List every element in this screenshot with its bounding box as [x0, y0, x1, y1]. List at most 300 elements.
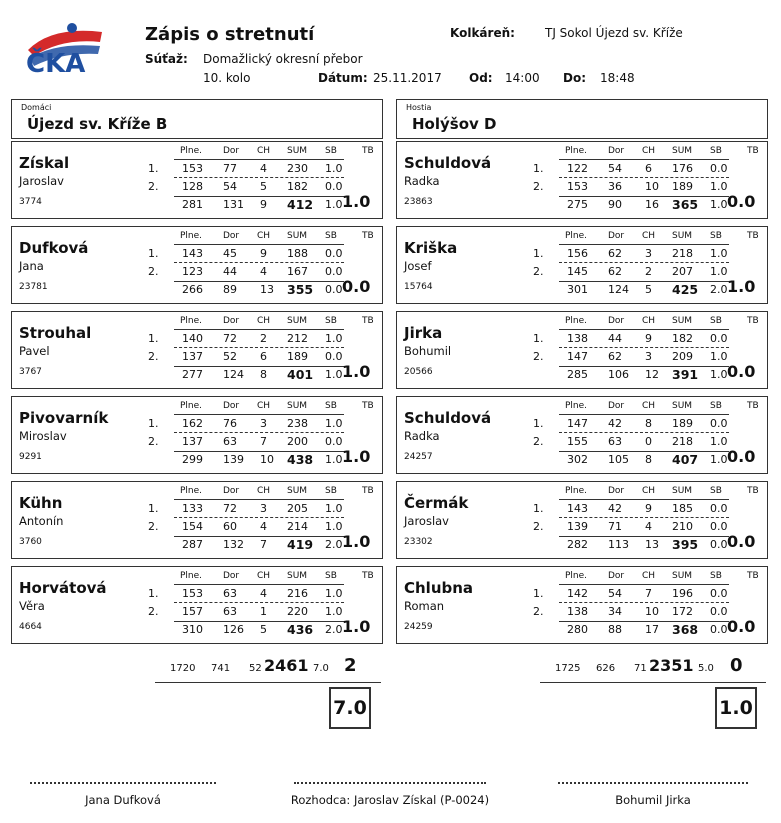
round1-cell: 138 — [567, 332, 588, 345]
round-label: 1. — [533, 502, 544, 515]
round1-cell: 9 — [645, 502, 652, 515]
round-divider — [174, 432, 344, 433]
col-header: Plne. — [180, 316, 203, 326]
total-cell: 131 — [223, 198, 244, 211]
total-line — [174, 196, 344, 197]
total-cell: 266 — [182, 283, 203, 296]
total-cell: 1.0 — [710, 198, 728, 211]
col-header: Dor — [223, 316, 240, 326]
round1-cell: 122 — [567, 162, 588, 175]
total-cell: 425 — [672, 282, 699, 297]
col-header: CH — [642, 146, 656, 156]
away-total-ch: 71 — [634, 663, 647, 674]
round-label: 2. — [148, 180, 159, 193]
col-header: Plne. — [565, 486, 588, 496]
od-label: Od: — [469, 71, 493, 85]
player-registration: 24259 — [404, 622, 433, 632]
round1-cell: 0.0 — [325, 247, 343, 260]
col-header: Dor — [608, 231, 625, 241]
od-value: 14:00 — [505, 71, 540, 85]
round2-cell: 220 — [287, 605, 308, 618]
total-cell: 2.0 — [325, 623, 343, 636]
round2-cell: 4 — [645, 520, 652, 533]
total-cell: 275 — [567, 198, 588, 211]
col-header: Dor — [223, 231, 240, 241]
total-cell: 287 — [182, 538, 203, 551]
header-line — [559, 159, 729, 160]
round-divider — [559, 602, 729, 603]
round1-cell: 6 — [645, 162, 652, 175]
player-card — [396, 311, 768, 389]
round-label: 2. — [533, 605, 544, 618]
round1-cell: 133 — [182, 502, 203, 515]
col-header: CH — [257, 571, 271, 581]
total-cell: 12 — [645, 368, 659, 381]
round1-cell: 205 — [287, 502, 308, 515]
total-line — [174, 366, 344, 367]
total-cell: 9 — [260, 198, 267, 211]
col-header: Plne. — [565, 231, 588, 241]
col-header: Dor — [608, 401, 625, 411]
total-cell: 8 — [260, 368, 267, 381]
col-header: TB — [362, 231, 374, 241]
player-firstname: Roman — [404, 599, 445, 613]
col-header: Dor — [608, 486, 625, 496]
total-line — [174, 451, 344, 452]
signature-home: Jana Dufková — [85, 793, 161, 807]
player-registration: 15764 — [404, 282, 433, 292]
round-label: 2. — [533, 180, 544, 193]
round1-cell: 140 — [182, 332, 203, 345]
header-line — [559, 414, 729, 415]
round-label: 2. — [148, 520, 159, 533]
total-cell: 310 — [182, 623, 203, 636]
total-cell: 2.0 — [710, 283, 728, 296]
total-cell: 89 — [223, 283, 237, 296]
player-surname: Jirka — [404, 324, 443, 342]
round1-cell: 45 — [223, 247, 237, 260]
header-line — [174, 159, 344, 160]
round1-cell: 9 — [260, 247, 267, 260]
round-divider — [559, 262, 729, 263]
round2-cell: 167 — [287, 265, 308, 278]
total-cell: 365 — [672, 197, 699, 212]
home-total-tb: 2 — [344, 655, 357, 676]
player-surname: Schuldová — [404, 154, 492, 172]
kolo-value: 10. kolo — [203, 71, 251, 85]
col-header: CH — [257, 231, 271, 241]
round2-cell: 157 — [182, 605, 203, 618]
home-summary-line — [155, 682, 381, 683]
col-header: Plne. — [565, 316, 588, 326]
total-cell: 285 — [567, 368, 588, 381]
col-header: TB — [747, 571, 759, 581]
col-header: SB — [325, 486, 337, 496]
round1-cell: 1.0 — [325, 587, 343, 600]
round2-cell: 71 — [608, 520, 622, 533]
round1-cell: 4 — [260, 162, 267, 175]
away-total-tb: 0 — [730, 655, 743, 676]
home-team-name: Újezd sv. Kříže B — [27, 115, 168, 133]
round1-cell: 2 — [260, 332, 267, 345]
round2-cell: 63 — [223, 605, 237, 618]
col-header: SB — [710, 146, 722, 156]
round2-cell: 155 — [567, 435, 588, 448]
header-line — [174, 584, 344, 585]
round1-cell: 77 — [223, 162, 237, 175]
total-cell: 391 — [672, 367, 699, 382]
col-header: TB — [362, 316, 374, 326]
total-line — [559, 621, 729, 622]
header-line — [559, 329, 729, 330]
player-firstname: Jaroslav — [19, 174, 64, 188]
home-total-sum: 2461 — [264, 656, 309, 675]
total-cell: 0.0 — [710, 623, 728, 636]
player-card — [11, 226, 383, 304]
total-cell: 126 — [223, 623, 244, 636]
round1-cell: 156 — [567, 247, 588, 260]
player-registration: 23302 — [404, 537, 433, 547]
total-cell: 368 — [672, 622, 699, 637]
round2-cell: 62 — [608, 350, 622, 363]
col-header: Plne. — [565, 146, 588, 156]
round-divider — [174, 602, 344, 603]
round1-cell: 9 — [645, 332, 652, 345]
round1-cell: 1.0 — [325, 417, 343, 430]
player-firstname: Antonín — [19, 514, 64, 528]
col-header: CH — [257, 401, 271, 411]
player-tb: 0.0 — [727, 362, 756, 381]
round1-cell: 185 — [672, 502, 693, 515]
round1-cell: 182 — [672, 332, 693, 345]
player-firstname: Radka — [404, 429, 440, 443]
col-header: CH — [642, 316, 656, 326]
round2-cell: 10 — [645, 605, 659, 618]
kolkaren-label: Kolkáreň: — [450, 26, 515, 40]
round2-cell: 4 — [260, 265, 267, 278]
player-surname: Pivovarník — [19, 409, 109, 427]
player-tb: 1.0 — [342, 532, 371, 551]
col-header: TB — [362, 486, 374, 496]
total-line — [559, 451, 729, 452]
col-header: CH — [257, 316, 271, 326]
round-label: 2. — [533, 350, 544, 363]
round-label: 1. — [148, 502, 159, 515]
round2-cell: 0.0 — [325, 180, 343, 193]
round2-cell: 1.0 — [710, 350, 728, 363]
total-cell: 13 — [260, 283, 274, 296]
col-header: Dor — [608, 571, 625, 581]
total-line — [174, 621, 344, 622]
round2-cell: 189 — [287, 350, 308, 363]
round2-cell: 60 — [223, 520, 237, 533]
round2-cell: 34 — [608, 605, 622, 618]
total-cell: 282 — [567, 538, 588, 551]
total-line — [174, 536, 344, 537]
player-card — [11, 481, 383, 559]
round2-cell: 145 — [567, 265, 588, 278]
round1-cell: 42 — [608, 502, 622, 515]
col-header: SB — [710, 316, 722, 326]
round2-cell: 137 — [182, 435, 203, 448]
round1-cell: 143 — [182, 247, 203, 260]
round1-cell: 1.0 — [325, 332, 343, 345]
total-cell: 1.0 — [325, 453, 343, 466]
round-divider — [174, 177, 344, 178]
col-header: Plne. — [180, 146, 203, 156]
total-cell: 277 — [182, 368, 203, 381]
round1-cell: 176 — [672, 162, 693, 175]
round2-cell: 63 — [223, 435, 237, 448]
home-team-box — [11, 99, 383, 139]
header-line — [174, 329, 344, 330]
round1-cell: 218 — [672, 247, 693, 260]
col-header: CH — [257, 486, 271, 496]
round2-cell: 1 — [260, 605, 267, 618]
total-cell: 132 — [223, 538, 244, 551]
player-registration: 4664 — [19, 622, 42, 632]
player-registration: 23863 — [404, 197, 433, 207]
col-header: TB — [362, 146, 374, 156]
player-firstname: Miroslav — [19, 429, 67, 443]
total-line — [559, 196, 729, 197]
signature-referee: Rozhodca: Jaroslav Získal (P-0024) — [290, 793, 490, 807]
round1-cell: 3 — [645, 247, 652, 260]
round-divider — [174, 262, 344, 263]
col-header: Plne. — [565, 401, 588, 411]
round2-cell: 137 — [182, 350, 203, 363]
round-divider — [559, 347, 729, 348]
round-label: 2. — [148, 265, 159, 278]
col-header: Plne. — [180, 486, 203, 496]
away-result: 1.0 — [715, 687, 757, 729]
col-header: Dor — [608, 146, 625, 156]
signature-away: Bohumil Jirka — [615, 793, 691, 807]
away-team-name: Holýšov D — [412, 115, 497, 133]
total-cell: 395 — [672, 537, 699, 552]
round2-cell: 1.0 — [710, 265, 728, 278]
header-line — [174, 244, 344, 245]
col-header: SUM — [672, 316, 693, 326]
col-header: SUM — [672, 231, 693, 241]
round1-cell: 72 — [223, 502, 237, 515]
player-tb: 1.0 — [342, 192, 371, 211]
round1-cell: 76 — [223, 417, 237, 430]
round-divider — [559, 517, 729, 518]
player-firstname: Jana — [19, 259, 44, 273]
round2-cell: 154 — [182, 520, 203, 533]
round1-cell: 0.0 — [710, 332, 728, 345]
round1-cell: 0.0 — [710, 162, 728, 175]
round2-cell: 0.0 — [710, 520, 728, 533]
col-header: TB — [362, 401, 374, 411]
round2-cell: 128 — [182, 180, 203, 193]
col-header: TB — [747, 486, 759, 496]
col-header: Plne. — [565, 571, 588, 581]
round2-cell: 138 — [567, 605, 588, 618]
total-cell: 124 — [223, 368, 244, 381]
round1-cell: 153 — [182, 162, 203, 175]
sutaz-value: Domažlický okresní přebor — [203, 52, 363, 66]
total-cell: 412 — [287, 197, 314, 212]
total-cell: 281 — [182, 198, 203, 211]
away-total-sb: 5.0 — [698, 663, 714, 674]
player-tb: 1.0 — [342, 617, 371, 636]
player-firstname: Pavel — [19, 344, 50, 358]
round2-cell: 147 — [567, 350, 588, 363]
total-cell: 2.0 — [325, 538, 343, 551]
total-cell: 105 — [608, 453, 629, 466]
total-cell: 1.0 — [710, 368, 728, 381]
round2-cell: 6 — [260, 350, 267, 363]
total-cell: 1.0 — [325, 368, 343, 381]
total-line — [559, 536, 729, 537]
total-cell: 0.0 — [325, 283, 343, 296]
total-cell: 1.0 — [710, 453, 728, 466]
round-divider — [174, 517, 344, 518]
round2-cell: 1.0 — [325, 605, 343, 618]
total-cell: 407 — [672, 452, 699, 467]
round1-cell: 1.0 — [710, 247, 728, 260]
round1-cell: 8 — [645, 417, 652, 430]
player-surname: Získal — [19, 154, 70, 172]
col-header: Dor — [608, 316, 625, 326]
header-line — [559, 244, 729, 245]
player-registration: 24257 — [404, 452, 433, 462]
col-header: SUM — [672, 571, 693, 581]
player-registration: 3767 — [19, 367, 42, 377]
total-cell: 17 — [645, 623, 659, 636]
player-card — [11, 141, 383, 219]
do-value: 18:48 — [600, 71, 635, 85]
total-cell: 124 — [608, 283, 629, 296]
round2-cell: 1.0 — [710, 180, 728, 193]
col-header: SUM — [287, 146, 308, 156]
player-card — [396, 396, 768, 474]
total-line — [559, 281, 729, 282]
round-label: 1. — [148, 332, 159, 345]
player-firstname: Věra — [19, 599, 45, 613]
player-tb: 0.0 — [727, 532, 756, 551]
round2-cell: 44 — [223, 265, 237, 278]
round2-cell: 218 — [672, 435, 693, 448]
round2-cell: 200 — [287, 435, 308, 448]
away-caption: Hostia — [406, 103, 432, 112]
round2-cell: 214 — [287, 520, 308, 533]
round1-cell: 188 — [287, 247, 308, 260]
player-surname: Schuldová — [404, 409, 492, 427]
round2-cell: 63 — [608, 435, 622, 448]
round2-cell: 207 — [672, 265, 693, 278]
player-card — [396, 481, 768, 559]
player-surname: Kühn — [19, 494, 63, 512]
player-tb: 1.0 — [342, 447, 371, 466]
total-cell: 10 — [260, 453, 274, 466]
col-header: SB — [325, 571, 337, 581]
round2-cell: 52 — [223, 350, 237, 363]
col-header: SB — [325, 146, 337, 156]
total-cell: 5 — [645, 283, 652, 296]
kolkaren-value: TJ Sokol Újezd sv. Kříže — [545, 26, 683, 40]
col-header: SB — [325, 401, 337, 411]
round-label: 1. — [533, 162, 544, 175]
col-header: SUM — [287, 401, 308, 411]
col-header: SB — [325, 231, 337, 241]
round2-cell: 123 — [182, 265, 203, 278]
col-header: TB — [747, 146, 759, 156]
signature-line-away — [558, 782, 748, 784]
total-cell: 436 — [287, 622, 314, 637]
total-line — [174, 281, 344, 282]
home-result: 7.0 — [329, 687, 371, 729]
round1-cell: 44 — [608, 332, 622, 345]
total-cell: 0.0 — [710, 538, 728, 551]
player-registration: 20566 — [404, 367, 433, 377]
round-label: 1. — [148, 417, 159, 430]
do-label: Do: — [563, 71, 587, 85]
round1-cell: 1.0 — [325, 502, 343, 515]
round-label: 2. — [148, 435, 159, 448]
round2-cell: 62 — [608, 265, 622, 278]
total-cell: 419 — [287, 537, 314, 552]
round2-cell: 139 — [567, 520, 588, 533]
cka-logo — [22, 20, 104, 78]
round-label: 1. — [533, 332, 544, 345]
round-label: 1. — [148, 247, 159, 260]
player-card — [11, 311, 383, 389]
round-divider — [559, 177, 729, 178]
header-line — [174, 499, 344, 500]
total-cell: 139 — [223, 453, 244, 466]
total-cell: 302 — [567, 453, 588, 466]
col-header: CH — [257, 146, 271, 156]
col-header: SUM — [672, 401, 693, 411]
player-firstname: Bohumil — [404, 344, 452, 358]
col-header: SB — [325, 316, 337, 326]
col-header: Dor — [223, 571, 240, 581]
total-cell: 1.0 — [325, 198, 343, 211]
col-header: TB — [747, 231, 759, 241]
player-firstname: Jaroslav — [404, 514, 449, 528]
col-header: SB — [710, 231, 722, 241]
round1-cell: 162 — [182, 417, 203, 430]
round2-cell: 36 — [608, 180, 622, 193]
player-card — [396, 566, 768, 644]
player-surname: Horvátová — [19, 579, 107, 597]
round-label: 1. — [148, 587, 159, 600]
header-line — [174, 414, 344, 415]
sutaz-label: Súťaž: — [145, 52, 188, 66]
col-header: Dor — [223, 486, 240, 496]
player-tb: 1.0 — [727, 277, 756, 296]
player-firstname: Josef — [404, 259, 432, 273]
player-card — [11, 566, 383, 644]
datum-value: 25.11.2017 — [373, 71, 442, 85]
round1-cell: 72 — [223, 332, 237, 345]
player-tb: 0.0 — [727, 192, 756, 211]
round1-cell: 216 — [287, 587, 308, 600]
player-surname: Strouhal — [19, 324, 92, 342]
round-label: 2. — [148, 605, 159, 618]
total-cell: 7 — [260, 538, 267, 551]
col-header: TB — [747, 316, 759, 326]
player-tb: 0.0 — [727, 447, 756, 466]
total-cell: 113 — [608, 538, 629, 551]
player-registration: 3774 — [19, 197, 42, 207]
player-tb: 1.0 — [342, 362, 371, 381]
round2-cell: 5 — [260, 180, 267, 193]
round2-cell: 172 — [672, 605, 693, 618]
